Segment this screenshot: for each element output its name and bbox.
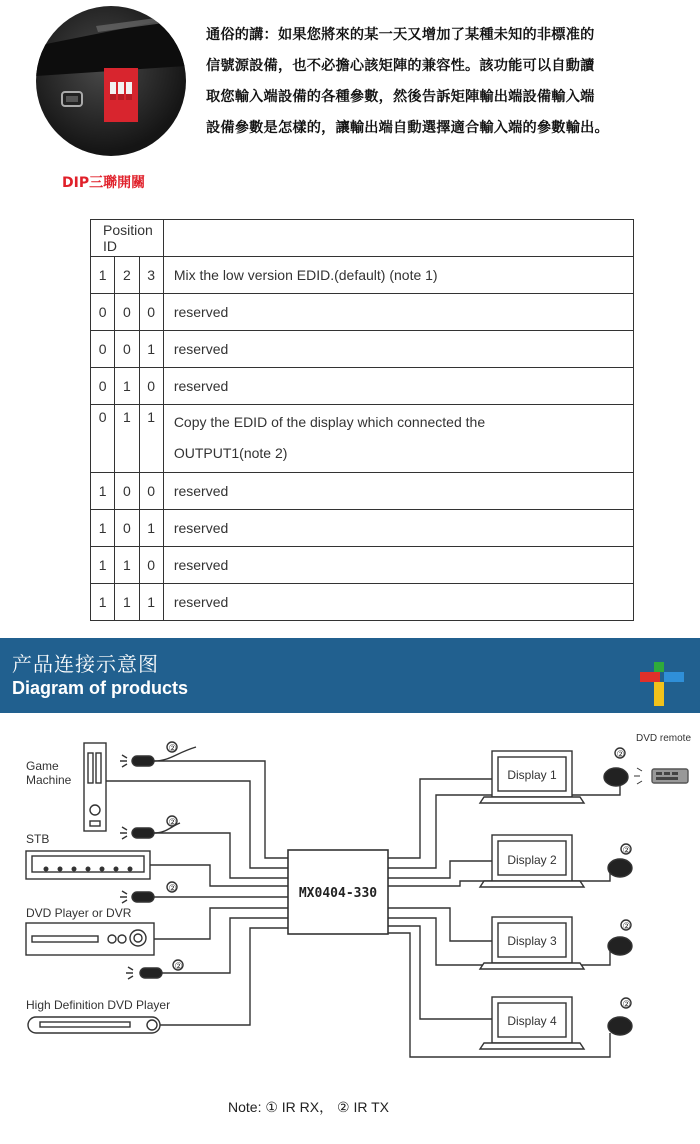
- position-id-table: [90, 219, 634, 621]
- table-row: [91, 257, 634, 294]
- svg-text:②: ②: [168, 883, 177, 893]
- svg-text:②: ②: [168, 743, 177, 753]
- cell-switch-2: 2: [115, 257, 139, 294]
- svg-text:②: ②: [622, 999, 631, 1009]
- cell-switch-2: 1: [115, 405, 139, 473]
- cell-switch-3: 1: [139, 584, 163, 621]
- source-label-game-2: Machine: [26, 773, 72, 787]
- cell-description: reserved: [163, 294, 633, 331]
- cell-description: Mix the low version EDID.(default) (note 1): [163, 257, 633, 294]
- cell-switch-3: 0: [139, 547, 163, 584]
- cell-switch-1: 1: [91, 257, 115, 294]
- cell-switch-1: 0: [91, 331, 115, 368]
- dip-caption: DIP三聯開關: [62, 175, 146, 191]
- cell-switch-1: 1: [91, 510, 115, 547]
- matrix-switcher: [288, 850, 388, 934]
- intro-line: 取您輸入端設備的各種參數，然後告訴矩陣輸出端設備輸入端: [206, 89, 595, 105]
- position-id-header: Position ID: [91, 220, 164, 257]
- svg-text:②: ②: [622, 921, 631, 931]
- cell-switch-3: 3: [139, 257, 163, 294]
- description-line-1: Copy the EDID of the display which connected the: [173, 414, 486, 430]
- table-row: [91, 368, 634, 405]
- cell-switch-3: 1: [139, 405, 163, 473]
- dvd-player-device: [26, 923, 154, 955]
- dvd-remote-label: DVD remote: [636, 733, 692, 744]
- display-label: Display 1: [507, 768, 557, 782]
- source-label-game-1: Game: [26, 759, 59, 773]
- cell-description: reserved: [163, 510, 633, 547]
- cell-switch-1: 1: [91, 547, 115, 584]
- cell-switch-3: 0: [139, 294, 163, 331]
- brand-logo-icon: [640, 662, 684, 706]
- source-label-dvd: DVD Player or DVR: [26, 906, 132, 920]
- cell-switch-2: 1: [115, 547, 139, 584]
- intro-line: 信號源設備，也不必擔心該矩陣的兼容性。該功能可以自動讀: [206, 58, 595, 74]
- cell-switch-2: 1: [115, 368, 139, 405]
- cell-switch-1: 0: [91, 368, 115, 405]
- table-header-row: [91, 220, 634, 257]
- dvd-remote-icon: [634, 733, 691, 784]
- cell-description: reserved: [163, 584, 633, 621]
- cell-switch-2: 0: [115, 294, 139, 331]
- intro-section: [0, 0, 700, 210]
- cell-description: [163, 405, 633, 473]
- cell-switch-2: 0: [115, 473, 139, 510]
- cell-switch-3: 0: [139, 473, 163, 510]
- table-row: [91, 547, 634, 584]
- table-row: [91, 473, 634, 510]
- table-row: [91, 510, 634, 547]
- intro-line: 通俗的講：如果您將來的某一天又增加了某種未知的非標准的: [206, 27, 595, 43]
- cell-switch-1: 1: [91, 584, 115, 621]
- connection-diagram: [0, 713, 700, 1093]
- display-label: Display 2: [507, 853, 557, 867]
- hd-dvd-player-device: [28, 1017, 160, 1033]
- cell-switch-2: 1: [115, 584, 139, 621]
- cell-switch-1: 0: [91, 405, 115, 473]
- banner-title-en: Diagram of products: [12, 678, 189, 698]
- cell-switch-2: 0: [115, 331, 139, 368]
- ir-receiver-4: [608, 998, 632, 1035]
- banner-title-cn: 产品连接示意图: [12, 652, 159, 676]
- display-1: [480, 751, 584, 803]
- cell-switch-3: 0: [139, 368, 163, 405]
- ir-emitter-source-3: [120, 882, 177, 903]
- ir-emitter-source-2: [120, 816, 180, 839]
- display-label: Display 3: [507, 934, 557, 948]
- cell-switch-3: 1: [139, 510, 163, 547]
- table-row: [91, 584, 634, 621]
- ir-receiver-3: [608, 920, 632, 955]
- svg-text:②: ②: [616, 749, 625, 759]
- cell-description: reserved: [163, 473, 633, 510]
- cell-description: reserved: [163, 368, 633, 405]
- ir-receiver-1: [604, 748, 628, 786]
- display-4: [480, 997, 584, 1049]
- dip-switch-photo: [36, 6, 186, 156]
- ir-emitter-source-1: [120, 742, 196, 767]
- table-row: [91, 405, 634, 473]
- svg-text:②: ②: [622, 845, 631, 855]
- cell-switch-3: 1: [139, 331, 163, 368]
- ir-emitter-source-4: [126, 960, 183, 979]
- intro-text: [206, 20, 686, 144]
- description-line-2: OUTPUT1(note 2): [173, 445, 288, 461]
- table-row: [91, 294, 634, 331]
- display-label: Display 4: [507, 1014, 557, 1028]
- cell-switch-2: 0: [115, 510, 139, 547]
- source-label-stb: STB: [26, 832, 50, 846]
- svg-text:②: ②: [168, 817, 177, 827]
- display-2: [480, 835, 584, 887]
- matrix-label: MX0404-330: [298, 886, 378, 901]
- source-label-hd-dvd: High Definition DVD Player: [26, 998, 171, 1012]
- svg-text:②: ②: [174, 961, 183, 971]
- game-machine-device: [84, 743, 106, 831]
- cell-switch-1: 1: [91, 473, 115, 510]
- cell-switch-1: 0: [91, 294, 115, 331]
- ir-receiver-2: [608, 844, 632, 877]
- cell-description: reserved: [163, 331, 633, 368]
- section-banner: [0, 638, 700, 713]
- header-blank: [163, 220, 633, 257]
- cell-description: reserved: [163, 547, 633, 584]
- table-row: [91, 331, 634, 368]
- diagram-note: Note: ① IR RX， ② IR TX: [228, 1099, 389, 1115]
- display-3: [480, 917, 584, 969]
- stb-device: [26, 851, 150, 879]
- intro-line: 設備參數是怎樣的，讓輸出端自動選擇適合輸入端的參數輸出。: [206, 120, 609, 136]
